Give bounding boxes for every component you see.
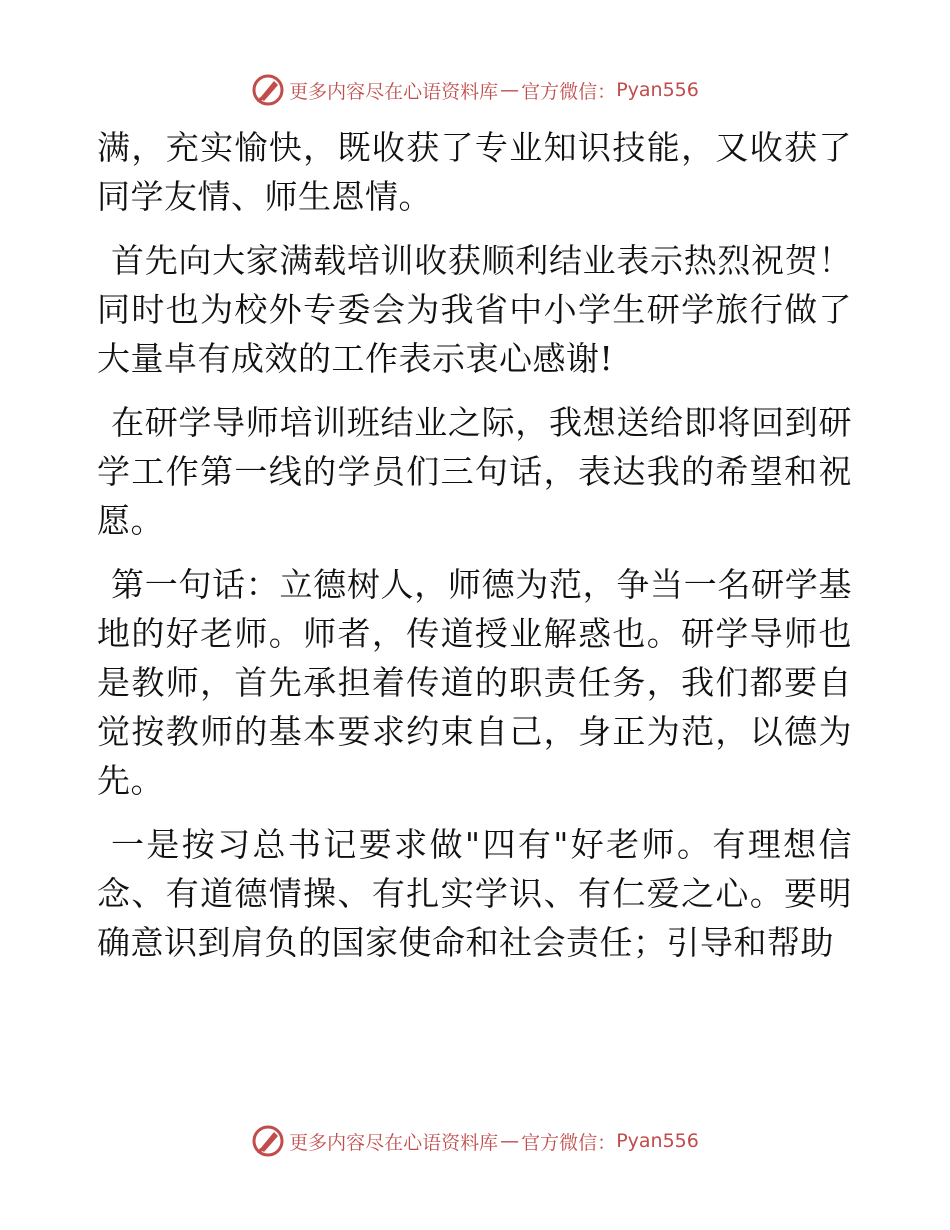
watermark-separator: — [500,1130,520,1152]
paragraph-4: 第一句话：立德树人，师德为范，争当一名研学基地的好老师。师者，传道授业解惑也。研学导师也是教师，首先承担着传道的职责任务，我们都要自觉按教师的基本要求约束自己，身正为范，以德为先。 [97,565,852,800]
watermark-wechat-id: Pyan556 [616,1130,699,1152]
watermark-wechat-id: Pyan556 [616,79,699,101]
paragraph-3: 在研学导师培训班结业之际，我想送给即将回到研学工作第一线的学员们三句话，表达我的希望和祝愿。 [97,403,852,540]
watermark-wechat-label: 官方微信： [521,80,617,103]
pen-logo-icon [251,1124,285,1158]
document-body [97,123,852,982]
footer-watermark [0,1123,950,1159]
header-watermark [0,72,950,108]
paragraph-1: 满，充实愉快，既收获了专业知识技能，又收获了同学友情、师生恩情。 [97,128,852,216]
paragraph-5: 一是按习总书记要求做"四有"好老师。有理想信念、有道德情操、有扎实学识、有仁爱之心。要明确意识到肩负的国家使命和社会责任；引导和帮助 [97,825,852,962]
watermark-brand: 更多内容尽在心语资料库 [289,80,499,103]
watermark-separator: — [500,79,520,101]
pen-logo-icon [251,73,285,107]
watermark-brand: 更多内容尽在心语资料库 [289,1131,499,1154]
paragraph-2: 首先向大家满载培训收获顺利结业表示热烈祝贺！同时也为校外专委会为我省中小学生研学旅行做了大量卓有成效的工作表示衷心感谢! [97,241,852,378]
watermark-wechat-label: 官方微信： [521,1131,617,1154]
